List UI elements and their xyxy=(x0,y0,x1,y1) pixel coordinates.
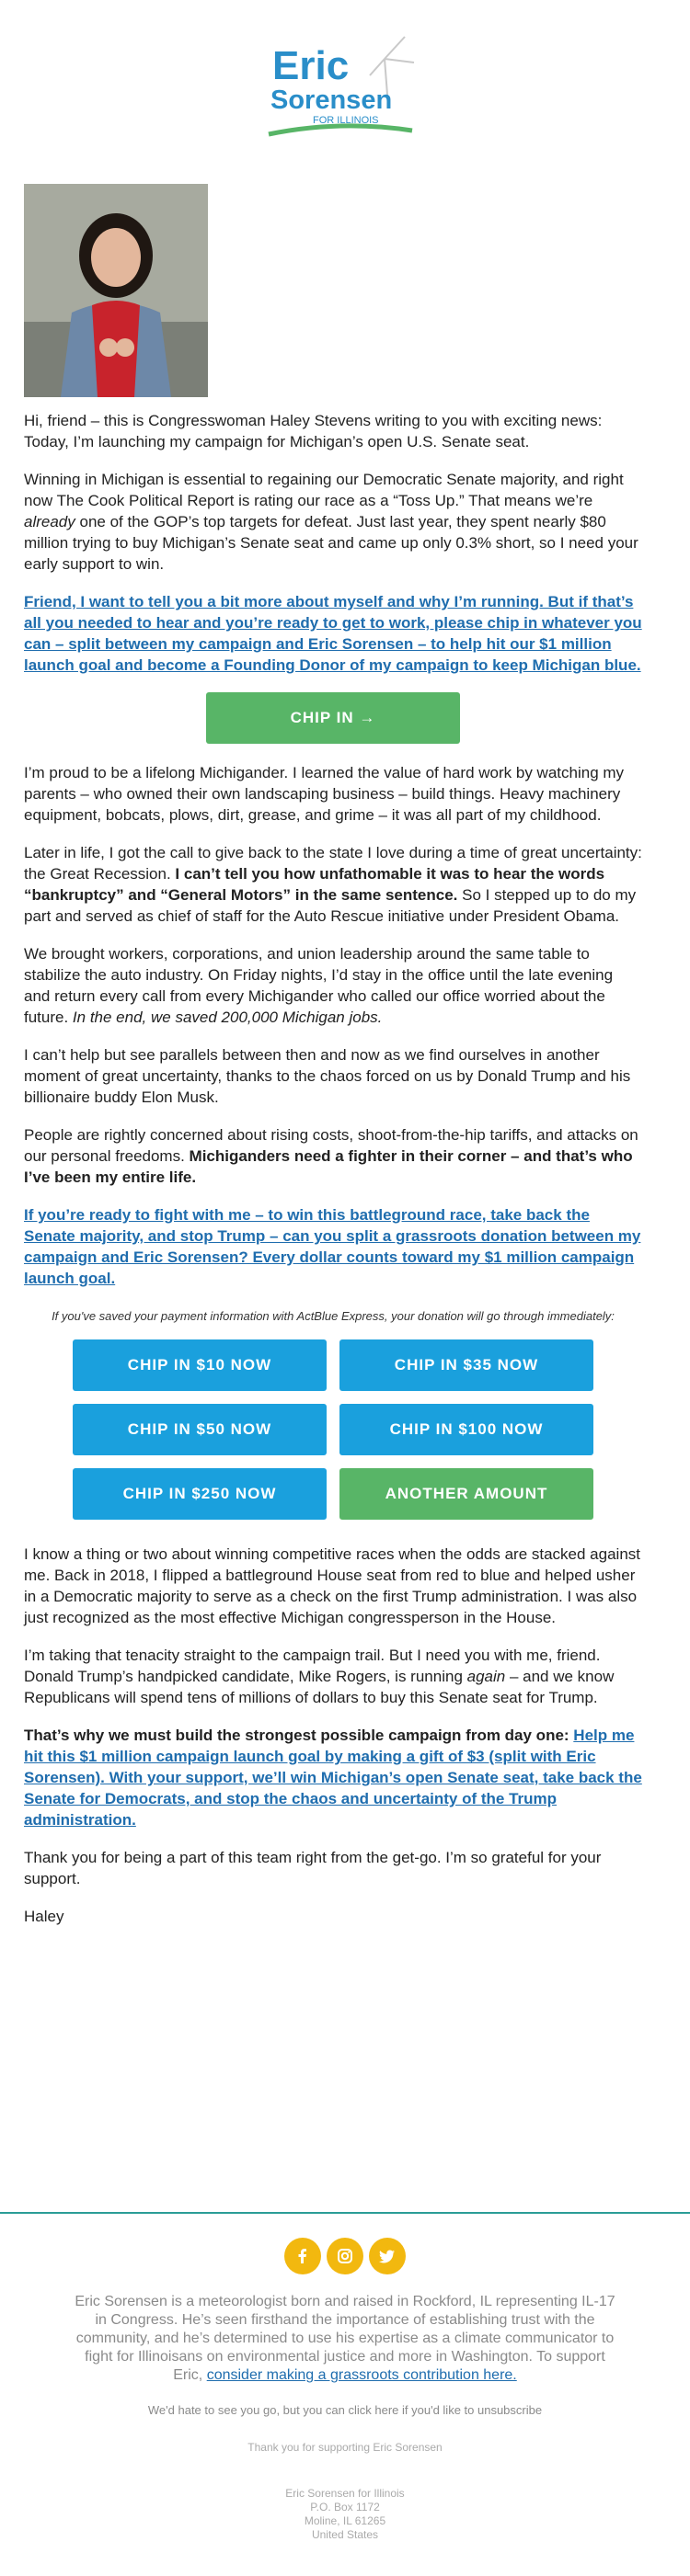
fighter-paragraph: People are rightly concerned about rising costs, shoot-from-the-hip tariffs, and attacks on our personal freedoms. Michiganders need a fighter in their corner – and that’s who I’ve been my entire life. xyxy=(24,1126,638,1186)
twitter-icon[interactable] xyxy=(369,2238,406,2274)
facebook-icon[interactable] xyxy=(284,2238,321,2274)
parallels-paragraph: I can’t help but see parallels between then and now as we find ourselves in another moment of great uncertainty, thanks to the chaos forced on us by Donald Trump and his billionaire buddy Elon Musk. xyxy=(24,1046,631,1106)
email-footer xyxy=(0,2212,690,2542)
actblue-express-note: If you've saved your payment information with ActBlue Express, your donation will go through immediately: xyxy=(52,1309,615,1323)
logo-first-name: Eric xyxy=(272,43,350,88)
donation-button-grid xyxy=(24,1339,642,1520)
social-links xyxy=(0,2238,690,2274)
logo-tagline: FOR ILLINOIS xyxy=(313,115,379,126)
chip-in-250-button[interactable]: CHIP IN $250 NOW xyxy=(73,1468,327,1520)
logo-last-name: Sorensen xyxy=(270,85,393,115)
eric-sorensen-logo xyxy=(267,35,423,147)
tenacity-paragraph: I’m taking that tenacity straight to the campaign trail. But I need you with me, friend. Donald Trump’s handpicked candidate, Mike Rogers, is running again – and we know Republicans will spend tens of millions of dollars to buy this Senate seat for Trump. xyxy=(24,1647,615,1706)
chip-in-100-button[interactable]: CHIP IN $100 NOW xyxy=(339,1404,593,1455)
logo-swoosh xyxy=(269,126,412,134)
email-body xyxy=(24,410,642,1943)
strongest-campaign-paragraph: That’s why we must build the strongest possible campaign from day one: Help me hit this $1 million campaign launch goal by making a gift of $3 (split with Eric Sorensen). With your support, we’ll win Michigan’s open Senate seat, take back the Senate for Democrats, and stop the chaos and uncertainty of the Trump administration. xyxy=(24,1727,642,1829)
thank-you-paragraph: Thank you for being a part of this team right from the get-go. I’m so grateful for your support. xyxy=(24,1849,602,1887)
grassroots-contribution-link[interactable]: consider making a grassroots contribution here. xyxy=(206,2367,517,2383)
chip-in-button[interactable]: CHIP IN → xyxy=(206,692,460,744)
intro-paragraph: Hi, friend – this is Congresswoman Haley Stevens writing to you with exciting news: Today, I’m launching my campaign for Michigan’s open U.S. Senate seat. xyxy=(24,412,603,450)
lifelong-michigander-paragraph: I’m proud to be a lifelong Michigander. I learned the value of hard work by watching my parents – who owned their own landscaping business – build things. Heavy machinery equipment, bobcats, plows, dirt, grease, and grime – it was all part of my childhood. xyxy=(24,764,625,824)
great-recession-paragraph: Later in life, I got the call to give back to the state I love during a time of great uncertainty: the Great Recession. I can’t tell you how unfathomable it was to hear the words “bankruptcy” and “General Motors” in the same sentence. So I stepped up to do my part and served as chief of staff for the Auto Rescue initiative under President Obama. xyxy=(24,844,642,925)
grassroots-donation-link[interactable]: If you’re ready to fight with me – to win this battleground race, take back the Senate majority, and stop Trump – can you split a grassroots donation between my campaign and Eric Sorensen? Every dollar counts toward my $1 million campaign launch goal. xyxy=(24,1206,641,1287)
haley-stevens-photo xyxy=(24,184,208,397)
footer-description: Eric Sorensen is a meteorologist born and raised in Rockford, IL representing IL-17 in Congress. He’s seen firsthand the importance of establishing trust with the community, and he’s determined to use his expertise as a climate communicator to fight for Illinoisans on environmental justice and more in Washington. To support Eric, consider making a grassroots contribution here. xyxy=(75,2294,615,2383)
competitive-races-paragraph: I know a thing or two about winning competitive races when the odds are stacked against me. Back in 2018, I flipped a battleground House seat from red to blue and helped usher in a Democratic majority to serve as a check on the first Trump administration. I was also just recognized as the most effective Michigan congressperson in the House. xyxy=(24,1545,640,1626)
footer-thanks: Thank you for supporting Eric Sorensen xyxy=(247,2441,443,2454)
signoff: Haley xyxy=(24,1908,64,1925)
chip-in-10-button[interactable]: CHIP IN $10 NOW xyxy=(73,1339,327,1391)
chip-in-50-button[interactable]: CHIP IN $50 NOW xyxy=(73,1404,327,1455)
founding-donor-link[interactable]: Friend, I want to tell you a bit more about myself and why I’m running. But if that’s all you needed to hear and you’re ready to get to work, please chip in whatever you can – split between my campaign and Eric Sorensen – to help hit our $1 million launch goal and become a Founding Donor of my campaign to keep Michigan blue. xyxy=(24,593,642,674)
chip-in-35-button[interactable]: CHIP IN $35 NOW xyxy=(339,1339,593,1391)
another-amount-button[interactable]: ANOTHER AMOUNT xyxy=(339,1468,593,1520)
mailing-address: Eric Sorensen for Illinois P.O. Box 1172 Moline, IL 61265 United States xyxy=(285,2487,405,2541)
header-logo xyxy=(0,0,690,136)
toss-up-paragraph: Winning in Michigan is essential to regaining our Democratic Senate majority, and right now The Cook Political Report is rating our race as a “Toss Up.” That means we’re already one of the GOP’s top targets for defeat. Just last year, they spent nearly $80 million trying to buy Michigan’s Senate seat and came up only 0.3% short, so I need your early support to win. xyxy=(24,471,638,573)
founding-donor-paragraph xyxy=(24,591,642,676)
auto-industry-paragraph: We brought workers, corporations, and union leadership around the same table to stabilize the auto industry. On Friday nights, I’d stay in the office until the late evening and return every call from every Michigander who called our office worried about the future. In the end, we saved 200,000 Michigan jobs. xyxy=(24,945,614,1026)
battleground-paragraph xyxy=(24,1204,642,1289)
unsubscribe-link[interactable]: We'd hate to see you go, but you can click here if you'd like to unsubscribe xyxy=(147,2403,543,2417)
instagram-icon[interactable] xyxy=(327,2238,363,2274)
launch-goal-link[interactable]: Help me hit this $1 million campaign launch goal by making a gift of $3 (split with Eric Sorensen). With your support, we’ll win Michigan’s open Senate seat, take back the Senate for Democrats, and stop the chaos and uncertainty of the Trump administration. xyxy=(24,1727,642,1829)
